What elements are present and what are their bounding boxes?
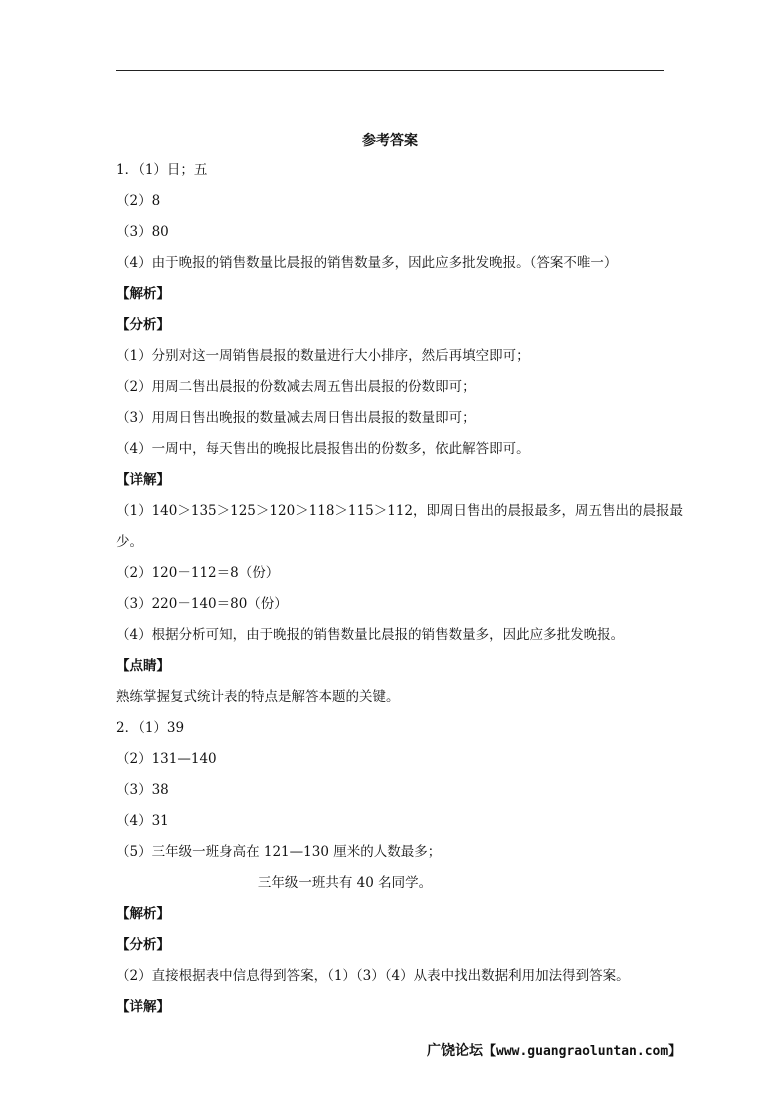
- section-dianjing: 【点睛】: [116, 658, 170, 674]
- section-jiexi-2: 【解析】: [116, 906, 170, 922]
- detail-3: （3）220－140＝80（份）: [116, 596, 288, 612]
- analysis-1: （1）分别对这一周销售晨报的数量进行大小排序，然后再填空即可；: [116, 348, 530, 364]
- detail-1-cont: 少。: [116, 534, 143, 550]
- analysis-2: （2）用周二售出晨报的份数减去周五售出晨报的份数即可；: [116, 379, 476, 395]
- key-point: 熟练掌握复式统计表的特点是解答本题的关键。: [116, 689, 400, 705]
- section-jiexi: 【解析】: [116, 286, 170, 302]
- footer-url: 【www.guangraoluntan.com】: [483, 1044, 682, 1059]
- page-title: 参考答案: [362, 133, 418, 149]
- answer-2-4: （4）31: [116, 813, 169, 829]
- analysis-3: （3）用周日售出晚报的数量减去周日售出晨报的数量即可；: [116, 410, 476, 426]
- answer-2-3: （3）38: [116, 782, 169, 798]
- detail-1: （1）140＞135＞125＞120＞118＞115＞112，即周日售出的晨报最多，周五售出的晨报最: [116, 503, 683, 519]
- analysis-4: （4）一周中，每天售出的晚报比晨报售出的份数多，依此解答即可。: [116, 441, 530, 457]
- answer-1-2: （2）8: [116, 193, 161, 209]
- section-xiangjie-2: 【详解】: [116, 999, 170, 1015]
- section-fenxi: 【分析】: [116, 317, 170, 333]
- answer-2-5-cont: 三年级一班共有 40 名同学。: [257, 875, 433, 891]
- answer-1-3: （3）80: [116, 224, 169, 240]
- analysis-2-1: （2）直接根据表中信息得到答案，（1）（3）（4）从表中找出数据利用加法得到答案。: [116, 968, 630, 984]
- footer-brand: 广饶论坛: [427, 1043, 483, 1059]
- section-xiangjie: 【详解】: [116, 472, 170, 488]
- section-fenxi-2: 【分析】: [116, 937, 170, 953]
- answer-2-5: （5）三年级一班身高在 121—130 厘米的人数最多；: [116, 844, 442, 860]
- answer-2: 2．（1）39: [116, 720, 185, 736]
- header-rule: [116, 70, 664, 71]
- answer-2-2: （2）131—140: [116, 751, 217, 767]
- answer-1-4: （4）由于晚报的销售数量比晨报的销售数量多，因此应多批发晚报。（答案不唯一）: [116, 255, 618, 271]
- footer-watermark: [427, 1040, 681, 1060]
- answer-1: 1．（1）日；五: [116, 162, 208, 178]
- detail-2: （2）120－112＝8（份）: [116, 565, 280, 581]
- detail-4: （4）根据分析可知，由于晚报的销售数量比晨报的销售数量多，因此应多批发晚报。: [116, 627, 625, 643]
